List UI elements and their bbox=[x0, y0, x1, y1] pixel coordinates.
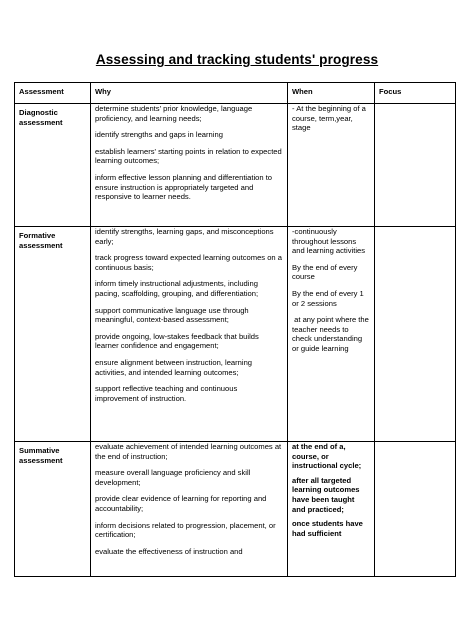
why-item: establish learners' starting points in relation to expected learning outcomes; bbox=[95, 146, 282, 166]
when-cell-formative bbox=[288, 227, 375, 442]
why-item: measure overall language proficiency and skill development; bbox=[95, 468, 251, 487]
why-cell-summative bbox=[91, 442, 288, 577]
when-item: By the end of every 1 or 2 sessions bbox=[292, 288, 364, 308]
table-row-formative bbox=[15, 227, 456, 442]
when-item: - At the beginning of a course, term,year, stage bbox=[292, 104, 366, 133]
why-item: provide clear evidence of learning for reporting and accountability; bbox=[95, 494, 267, 513]
when-item: By the end of every course bbox=[292, 262, 358, 282]
when-item: at the end of a, course, or instructional cycle; bbox=[292, 442, 362, 471]
page-title: Assessing and tracking students' progress bbox=[95, 52, 379, 67]
header-why: Why bbox=[91, 83, 288, 104]
why-item: provide ongoing, low-stakes feedback that builds learner confidence and engagement; bbox=[95, 331, 259, 351]
row-label-formative: Formative assessment bbox=[15, 227, 91, 442]
header-focus: Focus bbox=[375, 83, 456, 104]
why-item: identify strengths, learning gaps, and misconceptions early; bbox=[95, 227, 274, 246]
focus-cell-summative bbox=[375, 442, 456, 577]
row-label-summative: Summative assessment bbox=[15, 442, 91, 577]
why-cell-diagnostic bbox=[91, 104, 288, 227]
when-item: once students have had sufficient bbox=[292, 519, 363, 538]
row-label-diagnostic: Diagnostic assessment bbox=[15, 104, 91, 227]
when-item: at any point where the teacher needs to check understanding or guide learning bbox=[292, 315, 371, 353]
why-item: ensure alignment between instruction, learning activities, and intended learning outcomes; bbox=[95, 357, 253, 377]
why-item: support communicative language use through meaningful, context-based assessment; bbox=[95, 305, 249, 325]
table-row-diagnostic bbox=[15, 104, 456, 227]
focus-cell-diagnostic bbox=[375, 104, 456, 227]
header-assessment: Assessment bbox=[15, 83, 91, 104]
why-item: inform decisions related to progression, placement, or certification; bbox=[95, 520, 276, 540]
when-cell-summative bbox=[288, 442, 375, 577]
why-item: inform effective lesson planning and differentiation to ensure instruction is appropriately targeted and responsive to learner needs. bbox=[95, 172, 273, 202]
focus-cell-formative bbox=[375, 227, 456, 442]
why-item: inform timely instructional adjustments, including pacing, scaffolding, grouping, and differentiation; bbox=[95, 279, 259, 298]
why-item: determine students' prior knowledge, language proficiency, and learning needs; bbox=[95, 104, 253, 123]
why-item: evaluate the effectiveness of instruction and bbox=[95, 546, 243, 556]
when-item: -continuously throughout lessons and learning activities bbox=[292, 227, 366, 256]
why-cell-formative bbox=[91, 227, 288, 442]
table-row-summative bbox=[15, 442, 456, 577]
when-cell-diagnostic bbox=[288, 104, 375, 227]
header-when: When bbox=[288, 83, 375, 104]
why-item: evaluate achievement of intended learning outcomes at the end of instruction; bbox=[95, 442, 282, 461]
assessment-table bbox=[14, 82, 456, 577]
table-header-row bbox=[15, 83, 456, 104]
why-item: support reflective teaching and continuous improvement of instruction. bbox=[95, 384, 238, 403]
why-item: identify strengths and gaps in learning bbox=[95, 130, 223, 140]
why-item: track progress toward expected learning outcomes on a continuous basis; bbox=[95, 253, 282, 272]
when-item: after all targeted learning outcomes have been taught and practiced; bbox=[292, 475, 360, 514]
